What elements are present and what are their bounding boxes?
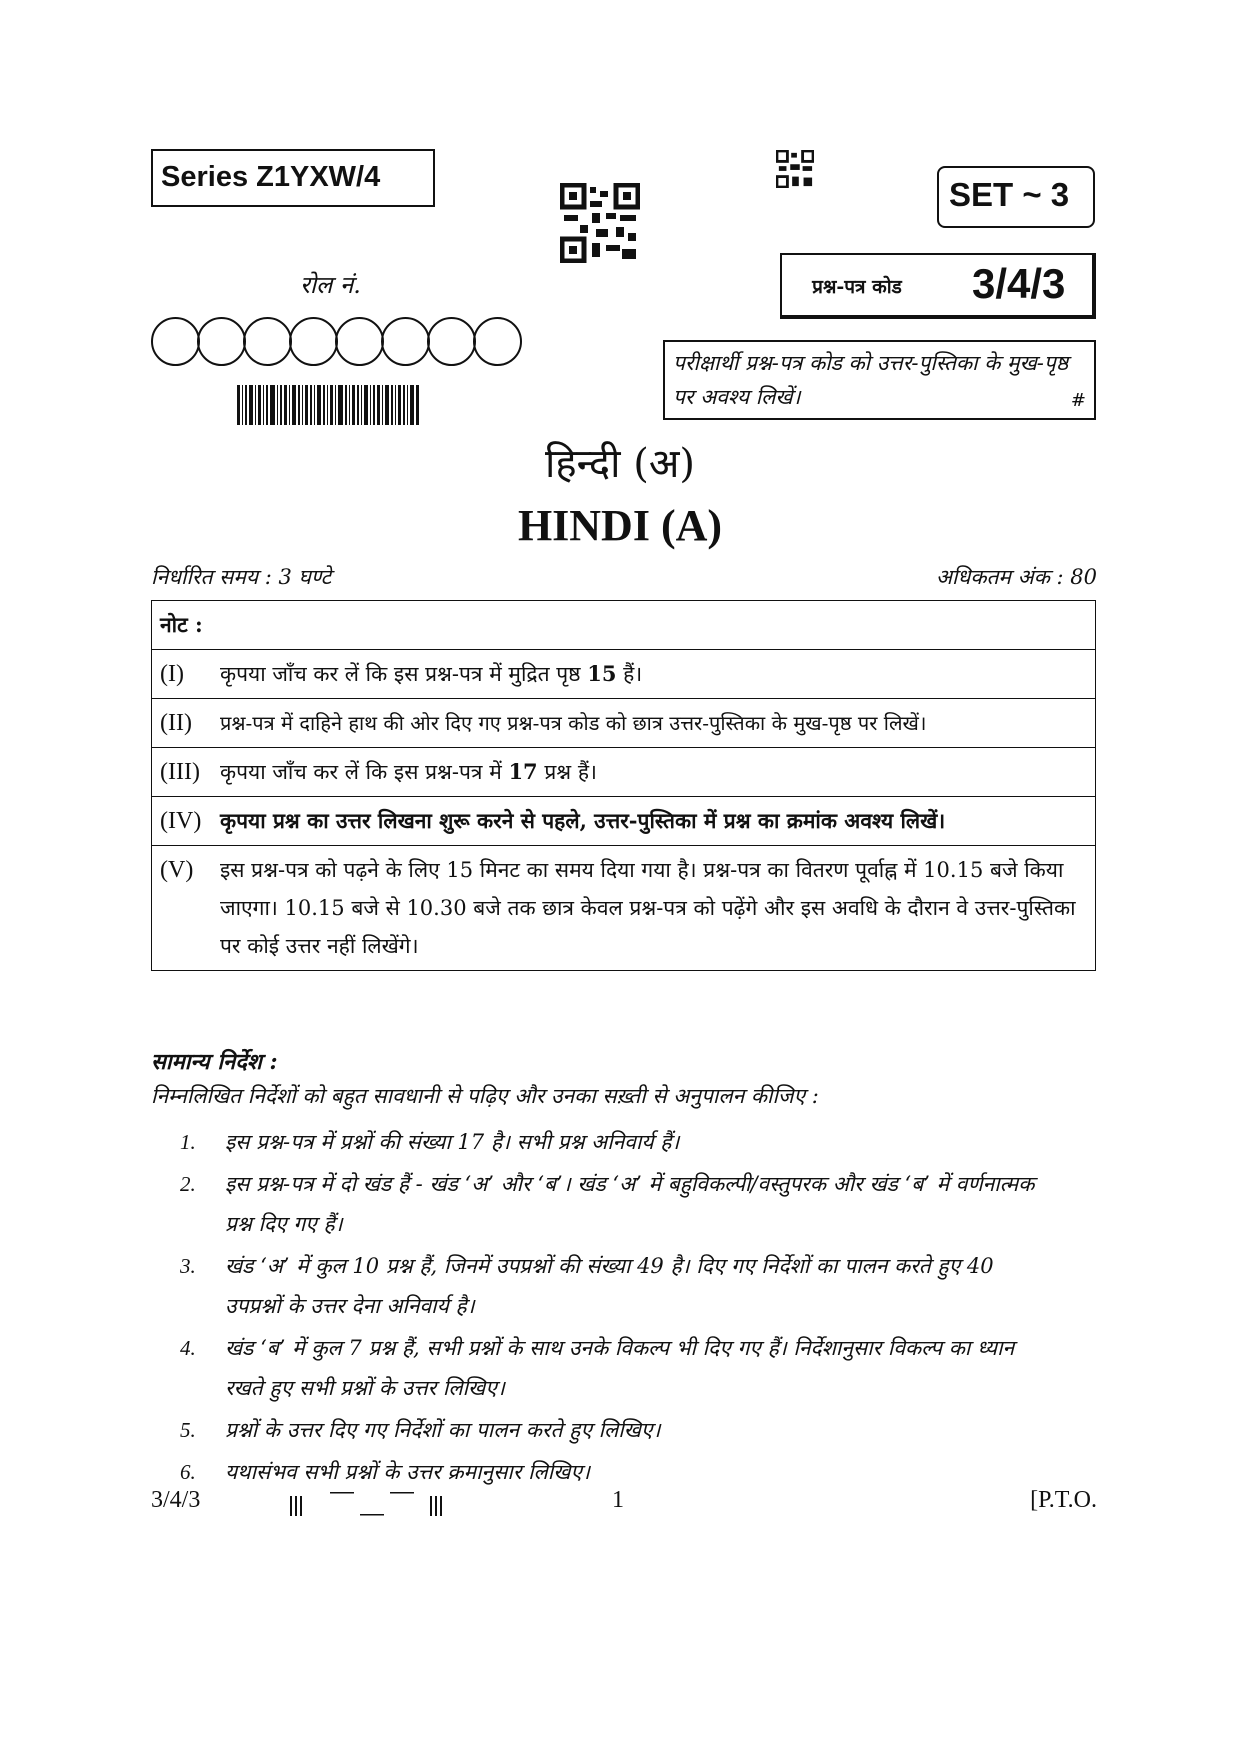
roll-digit-circle[interactable] xyxy=(197,317,246,366)
please-turn-over: [P.T.O. xyxy=(1030,1487,1097,1513)
list-number: 5. xyxy=(180,1418,196,1442)
note-text xyxy=(220,753,1087,791)
set-text: SET ~ 3 xyxy=(949,176,1070,213)
note-number: (III) xyxy=(160,759,200,785)
note-text xyxy=(220,655,1087,693)
note-text-part: प्रश्न हैं। xyxy=(537,760,597,784)
roll-digit-circle[interactable] xyxy=(427,317,476,366)
roll-number-circles[interactable] xyxy=(151,317,519,366)
instruction-text: परीक्षार्थी प्रश्न-पत्र कोड को उत्तर-पुस्तिका के मुख-पृष्ठ पर अवश्य लिखें। xyxy=(673,351,1069,409)
time-allowed: निर्धारित समय : 3 घण्टे xyxy=(151,565,332,589)
series-text: Series Z1YXW/4 xyxy=(161,161,381,193)
footer-paper-code: 3/4/3 xyxy=(151,1487,201,1513)
note-item xyxy=(152,845,1095,970)
maximum-marks: अधिकतम अंक : 80 xyxy=(935,565,1097,589)
list-text: इस प्रश्न-पत्र में दो खंड हैं - खंड ‘अ’ और ‘ब’। खंड ‘अ’ में बहुविकल्पी/वस्तुपरक और खंड ‘ब’ में वर्णनात्मक प्रश्न दिए गए हैं। xyxy=(225,1172,1035,1236)
roll-digit-circle[interactable] xyxy=(335,317,384,366)
list-number: 6. xyxy=(180,1460,196,1484)
list-text: खंड ‘ब’ में कुल 7 प्रश्न हैं, सभी प्रश्नों के साथ उनके विकल्प भी दिए गए हैं। निर्देशानुसार विकल्प का ध्यान रखते हुए सभी प्रश्नों के उत्तर लिखिए। xyxy=(225,1336,1015,1400)
roll-digit-circle[interactable] xyxy=(151,317,200,366)
general-instructions-list xyxy=(180,1122,1040,1494)
list-number: 2. xyxy=(180,1172,196,1196)
note-text-part: हैं। xyxy=(616,662,643,686)
page-number: 1 xyxy=(612,1487,624,1513)
list-item xyxy=(180,1328,1040,1408)
note-number: (V) xyxy=(160,857,194,883)
hash-mark: # xyxy=(1070,390,1086,411)
set-box xyxy=(937,166,1095,228)
note-number: (I) xyxy=(160,661,184,687)
list-number: 4. xyxy=(180,1336,196,1360)
roll-digit-circle[interactable] xyxy=(243,317,292,366)
note-item xyxy=(152,649,1095,698)
list-number: 3. xyxy=(180,1254,196,1278)
paper-code-value: 3/4/3 xyxy=(972,260,1066,307)
note-text: प्रश्न-पत्र में दाहिने हाथ की ओर दिए गए प्रश्न-पत्र कोड को छात्र उत्तर-पुस्तिका के मुख-पृष्ठ पर लिखें। xyxy=(220,711,927,735)
list-text: प्रश्नों के उत्तर दिए गए निर्देशों का पालन करते हुए लिखिए। xyxy=(225,1418,661,1442)
note-heading xyxy=(152,601,1095,649)
title-hindi: हिन्दी (अ) xyxy=(544,441,696,487)
note-text-part: कृपया जाँच कर लें कि इस प्रश्न-पत्र में मुद्रित पृष्ठ xyxy=(220,662,588,686)
roll-digit-circle[interactable] xyxy=(289,317,338,366)
list-item xyxy=(180,1246,1040,1326)
series-box xyxy=(151,149,435,207)
list-item xyxy=(180,1410,1040,1450)
paper-code-label: प्रश्न-पत्र कोड xyxy=(812,276,902,298)
list-item xyxy=(180,1452,1040,1492)
note-item xyxy=(152,796,1095,845)
barcode-icon xyxy=(237,385,420,425)
list-text: इस प्रश्न-पत्र में प्रश्नों की संख्या 17 है। सभी प्रश्न अनिवार्य हैं। xyxy=(225,1130,680,1154)
roll-digit-circle[interactable] xyxy=(473,317,522,366)
note-text-bold: 17 xyxy=(508,759,538,784)
note-number: (IV) xyxy=(160,808,202,834)
list-item xyxy=(180,1122,1040,1162)
title-english: HINDI (A) xyxy=(517,501,723,550)
list-number: 1. xyxy=(180,1130,196,1154)
list-text: खंड ‘अ’ में कुल 10 प्रश्न हैं, जिनमें उपप्रश्नों की संख्या 49 है। दिए गए निर्देशों का पालन करते हुए 40 उपप्रश्नों के उत्तर देना अनिवार्य है। xyxy=(225,1254,994,1318)
note-text-part: कृपया जाँच कर लें कि इस प्रश्न-पत्र में xyxy=(220,760,509,784)
list-text: यथासंभव सभी प्रश्नों के उत्तर क्रमानुसार लिखिए। xyxy=(225,1460,590,1484)
note-text: इस प्रश्न-पत्र को पढ़ने के लिए 15 मिनट का समय दिया गया है। प्रश्न-पत्र का वितरण पूर्वाह्न में 10.15 बजे किया जाएगा। 10.15 बजे से 10.30 बजे तक छात्र केवल प्रश्न-पत्र को पढ़ेंगे और इस अवधि के दौरान वे उत्तर-पुस्तिका पर कोई उत्तर नहीं लिखेंगे। xyxy=(220,858,1076,958)
note-table xyxy=(151,600,1096,971)
note-text-bold: 15 xyxy=(587,661,617,686)
barcode-icon xyxy=(290,1490,450,1516)
general-instructions-intro: निम्नलिखित निर्देशों को बहुत सावधानी से पढ़िए और उनका सख़्ती से अनुपालन कीजिए : xyxy=(151,1084,819,1108)
note-heading-text: नोट : xyxy=(160,612,203,637)
roll-number-label: रोल नं. xyxy=(300,271,361,299)
roll-digit-circle[interactable] xyxy=(381,317,430,366)
general-instructions-heading: सामान्य निर्देश : xyxy=(151,1049,278,1075)
qr-code-icon xyxy=(776,150,814,188)
note-item xyxy=(152,747,1095,796)
paper-code-box xyxy=(780,253,1096,319)
qr-code-icon xyxy=(560,183,640,263)
note-item xyxy=(152,698,1095,747)
note-text: कृपया प्रश्न का उत्तर लिखना शुरू करने से पहले, उत्तर-पुस्तिका में प्रश्न का क्रमांक अवश्य लिखें। xyxy=(220,808,946,833)
instruction-box xyxy=(663,340,1096,420)
list-item xyxy=(180,1164,1040,1244)
note-number: (II) xyxy=(160,710,192,736)
